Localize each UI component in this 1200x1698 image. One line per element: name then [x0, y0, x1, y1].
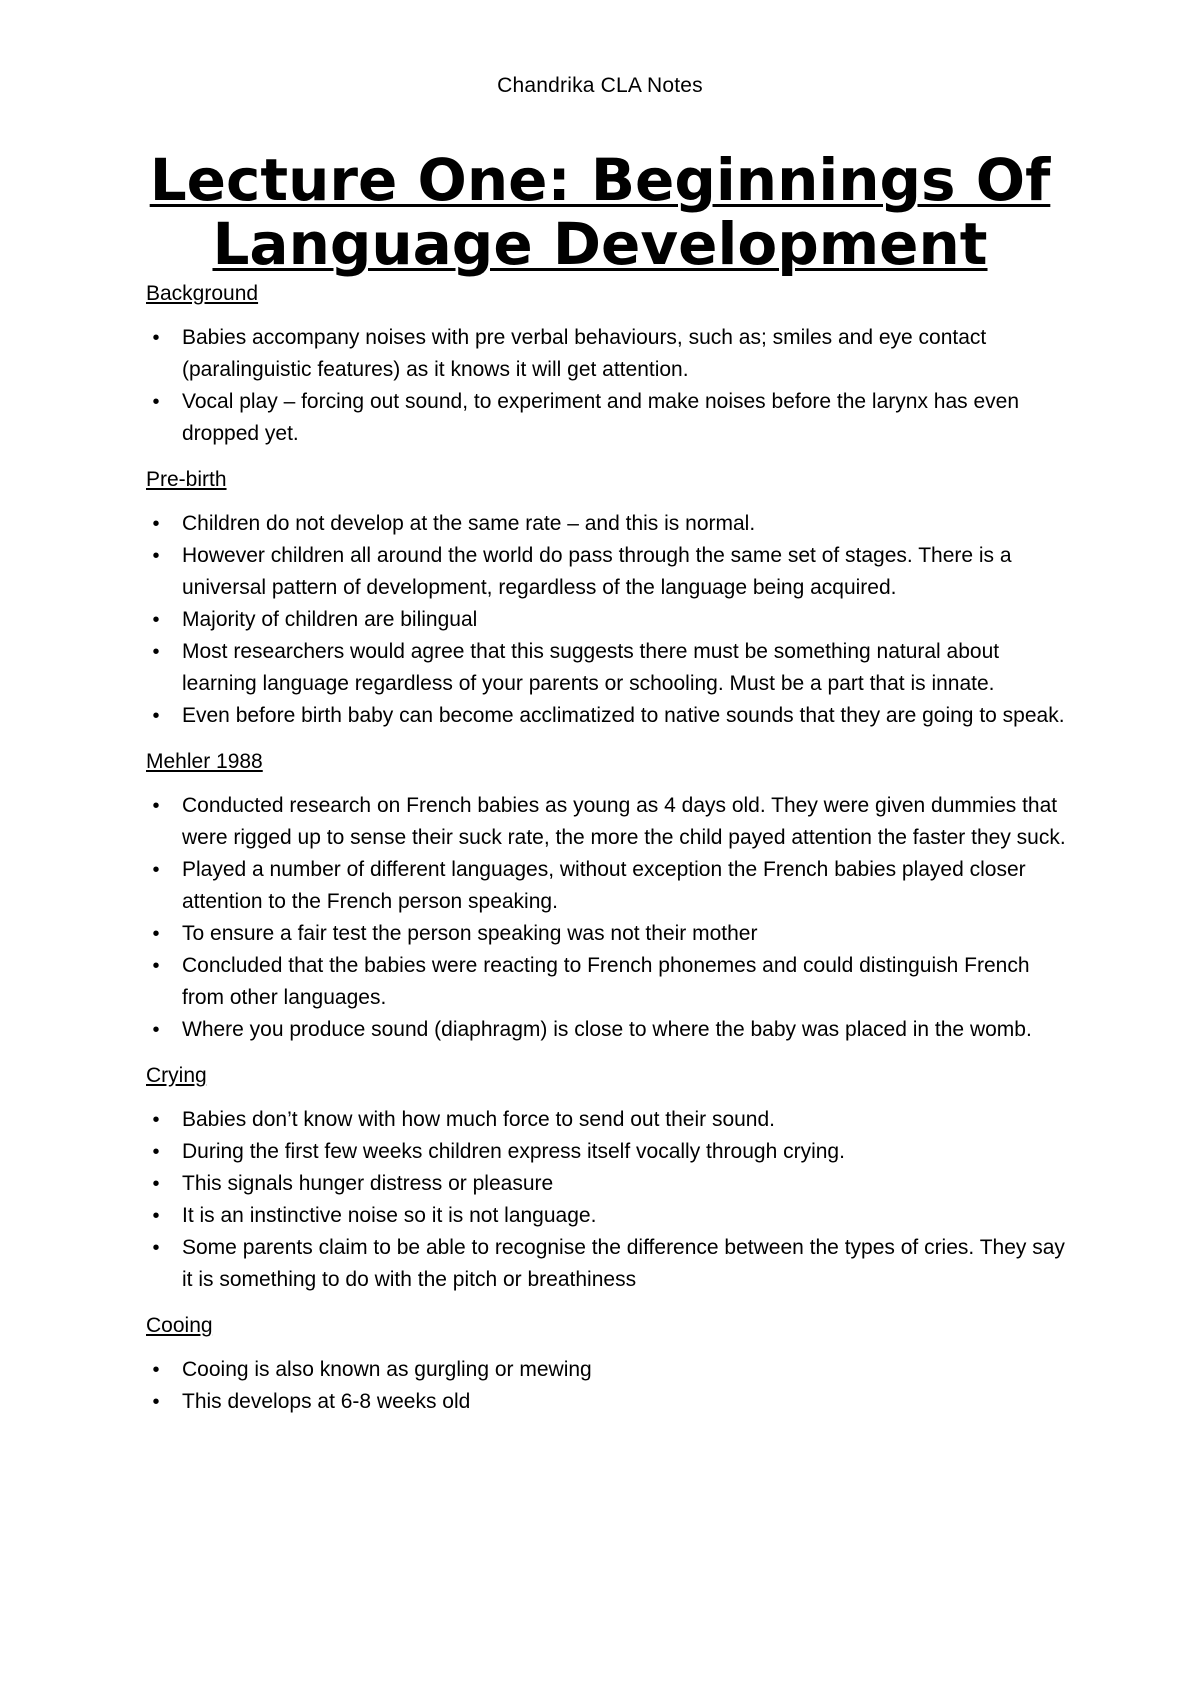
section-pre-birth: [146, 464, 1076, 732]
list-item: [146, 508, 1076, 540]
bullet-icon: •: [152, 1205, 160, 1227]
list-item-text: Most researchers would agree that this suggests there must be something natural about learning language regardless of your parents or schooling. Must be a part that is innate.: [182, 640, 1000, 695]
list-item-text: Even before birth baby can become acclimatized to native sounds that they are going to speak.: [182, 704, 1065, 727]
list-item: [146, 1136, 1076, 1168]
bullet-list: [146, 508, 1076, 732]
bullet-icon: •: [152, 609, 160, 631]
list-item: [146, 1354, 1076, 1386]
section-heading: Background: [146, 282, 259, 305]
list-item-text: Conducted research on French babies as young as 4 days old. They were given dummies that were rigged up to sense their suck rate, the more the child payed attention the faster they suck.: [182, 794, 1066, 849]
list-item-text: It is an instinctive noise so it is not language.: [182, 1204, 597, 1227]
bullet-icon: •: [152, 641, 160, 663]
title-line-1: Lecture One: Beginnings Of: [149, 146, 1051, 214]
bullet-icon: •: [152, 923, 160, 945]
bullet-icon: •: [152, 1019, 160, 1041]
list-item-text: Vocal play – forcing out sound, to experiment and make noises before the larynx has even dropped yet.: [182, 390, 1020, 445]
list-item-text: Concluded that the babies were reacting to French phonemes and could distinguish French from other languages.: [182, 954, 1030, 1009]
bullet-icon: •: [152, 545, 160, 567]
bullet-icon: •: [152, 1359, 160, 1381]
bullet-icon: •: [152, 859, 160, 881]
bullet-icon: •: [152, 705, 160, 727]
list-item-text: Cooing is also known as gurgling or mewing: [182, 1358, 592, 1381]
list-item: [146, 1014, 1076, 1046]
section-heading: Pre-birth: [146, 468, 227, 491]
bullet-icon: •: [152, 1173, 160, 1195]
bullet-icon: •: [152, 1237, 160, 1259]
list-item-text: This signals hunger distress or pleasure: [182, 1172, 554, 1195]
list-item-text: Children do not develop at the same rate – and this is normal.: [182, 512, 756, 535]
section-crying: [146, 1060, 1076, 1296]
list-item-text: Babies don’t know with how much force to send out their sound.: [182, 1108, 776, 1131]
bullet-icon: •: [152, 795, 160, 817]
bullet-icon: •: [152, 513, 160, 535]
list-item-text: To ensure a fair test the person speaking was not their mother: [182, 922, 758, 945]
section-cooing: [146, 1310, 1076, 1418]
bullet-list: [146, 322, 1076, 450]
list-item-text: Some parents claim to be able to recognise the difference between the types of cries. They say it is something to do with the pitch or breathiness: [182, 1236, 1065, 1291]
bullet-icon: •: [152, 1391, 160, 1413]
bullet-icon: •: [152, 391, 160, 413]
list-item: [146, 540, 1076, 604]
bullet-icon: •: [152, 955, 160, 977]
bullet-icon: •: [152, 1109, 160, 1131]
list-item: [146, 700, 1076, 732]
list-item: [146, 854, 1076, 918]
list-item: [146, 386, 1076, 450]
list-item: [146, 1200, 1076, 1232]
bullet-list: [146, 1354, 1076, 1418]
list-item: [146, 1104, 1076, 1136]
list-item: [146, 604, 1076, 636]
list-item: [146, 636, 1076, 700]
bullet-icon: •: [152, 1141, 160, 1163]
section-heading: Cooing: [146, 1314, 213, 1337]
page-header: Chandrika CLA Notes: [497, 74, 703, 97]
bullet-list: [146, 790, 1076, 1046]
list-item: [146, 918, 1076, 950]
list-item: [146, 950, 1076, 1014]
list-item: [146, 1386, 1076, 1418]
section-heading: Mehler 1988: [146, 750, 263, 773]
list-item-text: This develops at 6-8 weeks old: [182, 1390, 471, 1413]
list-item-text: Babies accompany noises with pre verbal behaviours, such as; smiles and eye contact (paralinguistic features) as it knows it will get attention.: [182, 326, 987, 381]
list-item: [146, 790, 1076, 854]
bullet-icon: •: [152, 327, 160, 349]
list-item: [146, 322, 1076, 386]
list-item: [146, 1168, 1076, 1200]
list-item-text: During the first few weeks children express itself vocally through crying.: [182, 1140, 845, 1163]
bullet-list: [146, 1104, 1076, 1296]
page-title: [0, 148, 1200, 276]
section-background: [146, 278, 1076, 450]
document-body: [146, 278, 1076, 1432]
list-item-text: Majority of children are bilingual: [182, 608, 478, 631]
section-heading: Crying: [146, 1064, 207, 1087]
list-item-text: However children all around the world do pass through the same set of stages. There is a universal pattern of development, regardless of the language being acquired.: [182, 544, 1012, 599]
list-item-text: Where you produce sound (diaphragm) is close to where the baby was placed in the womb.: [182, 1018, 1032, 1041]
list-item-text: Played a number of different languages, without exception the French babies played closer attention to the French person speaking.: [182, 858, 1026, 913]
section-mehler-1988: [146, 746, 1076, 1046]
title-line-2: Language Development: [212, 210, 988, 278]
list-item: [146, 1232, 1076, 1296]
